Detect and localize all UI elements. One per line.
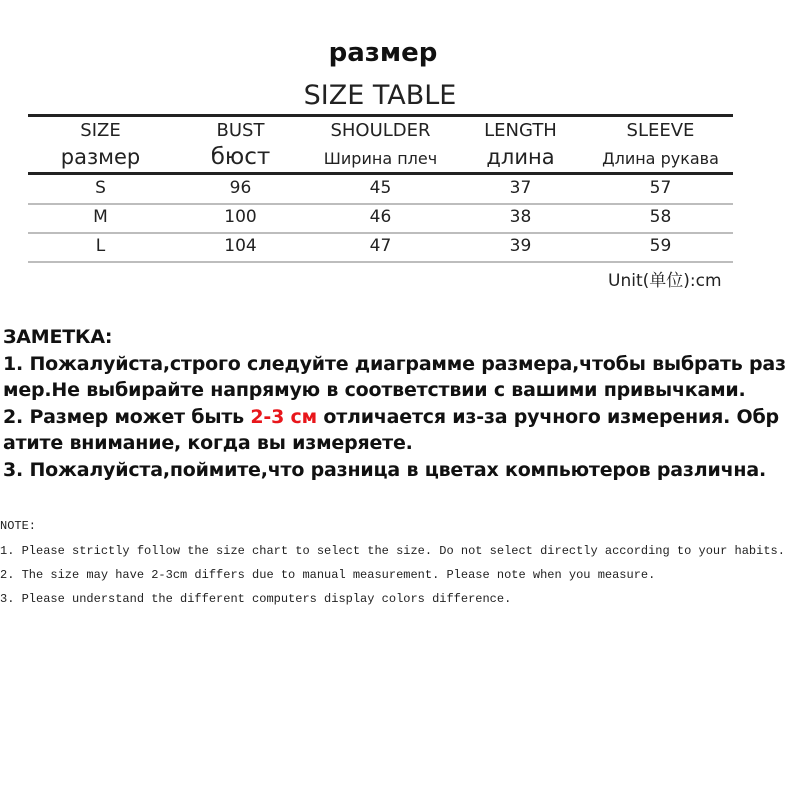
table-row-rule [28,203,733,205]
title-ru: размер [328,38,438,68]
note-ru-heading: ЗАМЕТКА: [3,326,113,348]
table-header-rule [28,172,733,175]
header-bust-ru: бюст [210,144,271,170]
header-shoulder-ru: Ширина плеч [323,149,438,168]
table-row-rule [28,232,733,234]
header-size-ru: размер [60,145,141,169]
note-en-line2: 2. The size may have 2-3cm differs due to manual measurement. Please note when you measure. [0,568,656,582]
header-shoulder-en: SHOULDER [330,120,431,141]
table-cell: 100 [224,207,257,227]
note-en-line3: 3. Please understand the different computers display colors difference. [0,592,512,606]
header-length-en: LENGTH [484,120,557,141]
table-row-rule [28,261,733,263]
table-cell: 45 [369,178,392,198]
table-cell: 39 [509,236,532,256]
table-cell: 38 [509,207,532,227]
note-ru-line2-highlight: 2-3 см [250,405,317,428]
note-ru-line1a: 1. Пожалуйста,строго следуйте диаграмме размера,чтобы выбрать раз [3,352,786,375]
header-sleeve-en: SLEEVE [626,120,695,141]
table-cell: 104 [224,236,257,256]
note-ru-line2 [3,404,798,431]
table-cell: 46 [369,207,392,227]
note-en-heading: NOTE: [0,519,37,533]
table-cell: 58 [649,207,672,227]
title-en: SIZE TABLE [303,80,457,111]
table-cell: 57 [649,178,672,198]
table-top-rule [28,114,733,117]
note-ru-line2-pre: 2. Размер может быть [3,405,251,428]
note-ru-line2b: атите внимание, когда вы измеряете. [3,432,413,454]
note-ru-line1b: мер.Не выбирайте напрямую в соответствии с вашими привычками. [3,379,746,401]
table-cell: M [93,207,108,227]
unit-label: Unit(单位):cm [608,271,722,291]
table-cell: 37 [509,178,532,198]
header-size-en: SIZE [80,120,121,141]
header-sleeve-ru: Длина рукава [602,149,719,168]
table-cell: L [95,236,106,256]
header-length-ru: длина [486,145,555,169]
note-ru [3,324,798,483]
table-cell: 96 [229,178,252,198]
table-cell: 47 [369,236,392,256]
note-en-line1: 1. Please strictly follow the size chart to select the size. Do not select directly according to your habits. [0,544,785,558]
table-cell: 59 [649,236,672,256]
note-ru-line3: 3. Пожалуйста,поймите,что разница в цветах компьютеров различна. [3,458,766,481]
note-ru-line2-post: отличается из-за ручного измерения. Обр [316,405,779,428]
header-bust-en: BUST [216,120,265,141]
table-cell: S [95,178,106,198]
